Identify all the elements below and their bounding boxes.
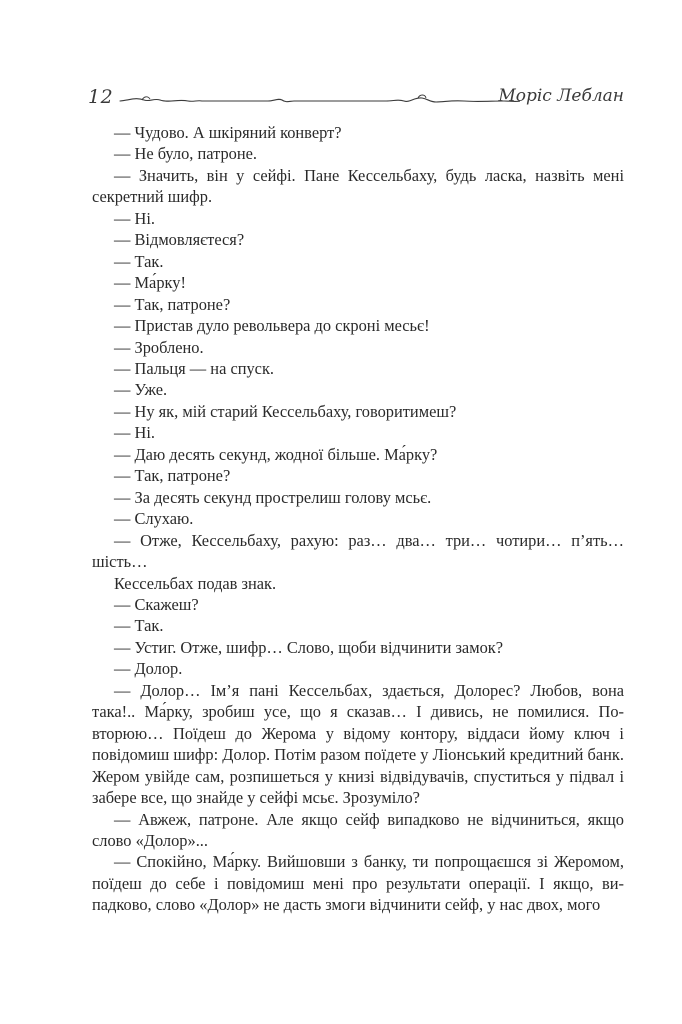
paragraph: — Ні. xyxy=(114,423,155,443)
paragraph: — Отже, Кессельбаху, рахую: раз… два… три… чотири… п’ять… шість… xyxy=(92,530,624,572)
page-number: 12 xyxy=(88,86,114,108)
paragraph: — Скажеш? xyxy=(114,594,199,614)
paragraph: — Значить, він у сейфі. Пане Кессельбаху, будь ласка, назвіть мені секретний шифр. xyxy=(92,165,624,207)
paragraph: — Не було, патроне. xyxy=(114,144,257,164)
running-header xyxy=(0,80,682,116)
paragraph: — Слухаю. xyxy=(114,509,194,529)
paragraph: Кессельбах подав знак. xyxy=(114,573,277,593)
paragraph: — Чудово. А шкіряний конверт? xyxy=(114,123,342,142)
paragraph: — Долор. xyxy=(114,659,183,679)
paragraph: — Уже. xyxy=(114,380,168,400)
paragraph: — Даю десять секунд, жодної більше. Ма́рку? xyxy=(114,444,438,464)
paragraph: — Пристав дуло револьвера до скроні месьє! xyxy=(114,316,430,336)
decorative-flourish-line xyxy=(118,80,520,116)
paragraph: — Зроблено. xyxy=(114,337,204,357)
paragraph: — Ма́рку! xyxy=(114,273,186,293)
paragraph: — Спокійно, Ма́рку. Вийшовши з банку, ти попрощаєшся зі Жеромом, поїдеш до себе і повідомиш мені про результати операції. І якщо, випадково, слово «Долор» не дасть змоги відчинити сейф, у нас двох, мого xyxy=(92,852,624,915)
paragraph: — Авжеж, патроне. Але якщо сейф випадково не відчиниться, якщо слово «Долор»... xyxy=(92,809,624,850)
paragraph: — Устиг. Отже, шифр… Слово, щоби відчинити замок? xyxy=(114,637,504,657)
paragraph: — Так, патроне? xyxy=(114,466,231,486)
paragraph: — Так, патроне? xyxy=(114,294,231,314)
paragraph: — Долор… Ім’я пані Кессельбах, здається, Долорес? Любов, вона така!.. Ма́рку, зробиш усе, що я сказав… І дивись, не помилися. Повторюю… Поїдеш до Жерома у відому контору, віддаси йому ключ і повідомиш шифр: Долор. Потім разом поїдете у Ліонський кредитний банк. Жером увійде сам, розпишеться у книзі відвідувачів, спуститься у підвал і забере все, що знайде у сейфі мсьє. Зрозуміло? xyxy=(92,680,624,808)
running-header-author: Моріс Леблан xyxy=(498,86,624,106)
paragraph: — Так. xyxy=(114,251,164,271)
body-text xyxy=(92,122,624,916)
paragraph: — Так. xyxy=(114,616,164,636)
paragraph: — Пальця — на спуск. xyxy=(114,358,275,378)
paragraph: — Ні. xyxy=(114,208,155,228)
paragraph: — Відмовляєтеся? xyxy=(114,230,245,250)
paragraph: — Ну як, мій старий Кессельбаху, говоритимеш? xyxy=(114,401,457,421)
paragraph: — За десять секунд прострелиш голову мсьє. xyxy=(114,487,432,507)
